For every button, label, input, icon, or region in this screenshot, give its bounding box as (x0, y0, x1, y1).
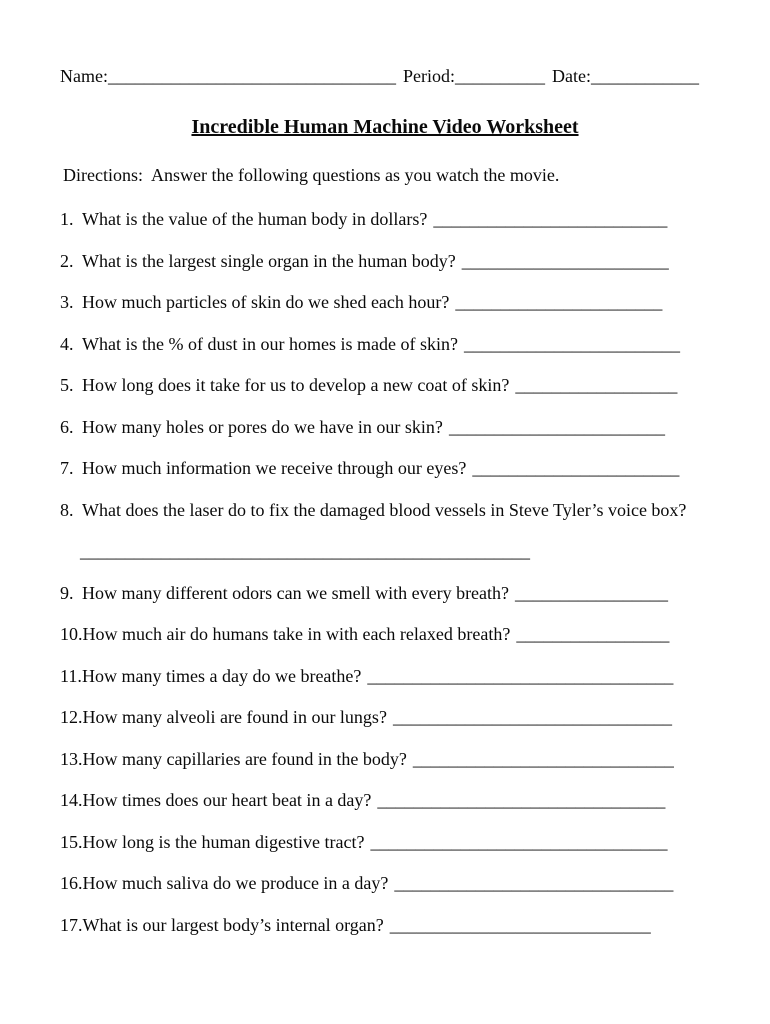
question-row (60, 625, 730, 644)
question-row (60, 252, 730, 271)
answer-blank: _____________________________ (412, 748, 674, 769)
question-number: 1. (60, 209, 74, 229)
question-row (60, 459, 730, 478)
date-label: Date: (551, 66, 591, 86)
question-text: How many different odors can we smell with every breath? (82, 582, 510, 603)
answer-blank-line: __________________________________________________ (80, 541, 530, 561)
answer-blank: _____________________________ (389, 914, 651, 935)
answer-blank: _________________________________ (370, 831, 668, 852)
question-text: How many times a day do we breathe? (82, 665, 362, 686)
name-blank: ________________________________ (107, 66, 396, 86)
answer-blank: ________________________________ (377, 790, 666, 810)
question-row (60, 501, 730, 520)
question-text: What is the largest single organ in the human body? (82, 250, 456, 271)
question-number: 16. (60, 873, 83, 893)
questions-list (60, 210, 730, 935)
question-row (60, 791, 730, 810)
question-number: 9. (60, 582, 74, 603)
question-text: How long is the human digestive tract? (82, 831, 365, 852)
answer-blank: _______________________ (455, 292, 663, 312)
question-text: How much saliva do we produce in a day? (82, 873, 389, 893)
question-row (60, 376, 730, 395)
answer-blank: __________________________ (433, 209, 668, 229)
question-row (60, 708, 730, 727)
question-text: How times does our heart beat in a day? (82, 790, 372, 810)
question-row (60, 916, 730, 935)
question-number: 7. (60, 458, 74, 478)
question-row (60, 335, 730, 354)
question-number: 11. (60, 665, 82, 686)
directions-text: Directions: Answer the following questions as you watch the movie. (63, 165, 560, 185)
question-text: How long does it take for us to develop a new coat of skin? (82, 375, 510, 395)
question-number: 14. (60, 790, 83, 810)
question-text: How much air do humans take in with each relaxed breath? (82, 624, 511, 644)
question-row (60, 833, 730, 852)
question-row (60, 874, 730, 893)
answer-blank: _______________________________ (392, 707, 672, 727)
question-number: 8. (60, 499, 74, 520)
question-text: What is our largest body’s internal organ? (82, 914, 384, 935)
question-text: How many capillaries are found in the body? (82, 748, 407, 769)
question-text: How many alveoli are found in our lungs? (82, 707, 387, 727)
period-label: Period: (402, 66, 455, 86)
question-number: 6. (60, 416, 74, 437)
question-row (60, 418, 730, 437)
answer-blank: _________________ (515, 582, 669, 603)
question-number: 2. (60, 250, 74, 271)
answer-blank: ________________________ (448, 416, 665, 437)
answer-blank: __________________________________ (367, 665, 674, 686)
question-text: How much particles of skin do we shed each hour? (82, 292, 450, 312)
question-row (60, 293, 730, 312)
question-number: 3. (60, 292, 74, 312)
question-number: 4. (60, 333, 74, 354)
question-number: 17. (60, 914, 83, 935)
answer-blank: _______________________ (461, 250, 669, 271)
question-row (60, 750, 730, 769)
name-period-date-line (60, 66, 730, 86)
question-number: 13. (60, 748, 83, 769)
answer-blank: _______________________________ (394, 873, 674, 893)
question-number: 5. (60, 375, 74, 395)
answer-blank: __________________ (515, 375, 678, 395)
question-text: What is the value of the human body in dollars? (82, 209, 428, 229)
question-row (60, 667, 730, 686)
period-blank: __________ (454, 66, 545, 86)
question-text: How much information we receive through our eyes? (82, 458, 467, 478)
answer-blank: _______________________ (472, 458, 680, 478)
question-number: 12. (60, 707, 83, 727)
date-blank: ____________ (590, 66, 699, 86)
question-number: 10. (60, 624, 83, 644)
question-text: What does the laser do to fix the damaged blood vessels in Steve Tyler’s voice box? (82, 499, 687, 520)
question-number: 15. (60, 831, 83, 852)
name-label: Name: (60, 66, 108, 86)
answer-blank: _________________ (516, 624, 670, 644)
page-title: Incredible Human Machine Video Worksheet (191, 116, 579, 138)
question-row (60, 584, 730, 603)
question-text: How many holes or pores do we have in our skin? (82, 416, 443, 437)
question-row (60, 210, 730, 229)
question-text: What is the % of dust in our homes is made of skin? (82, 333, 458, 354)
answer-blank: ________________________ (463, 333, 680, 354)
